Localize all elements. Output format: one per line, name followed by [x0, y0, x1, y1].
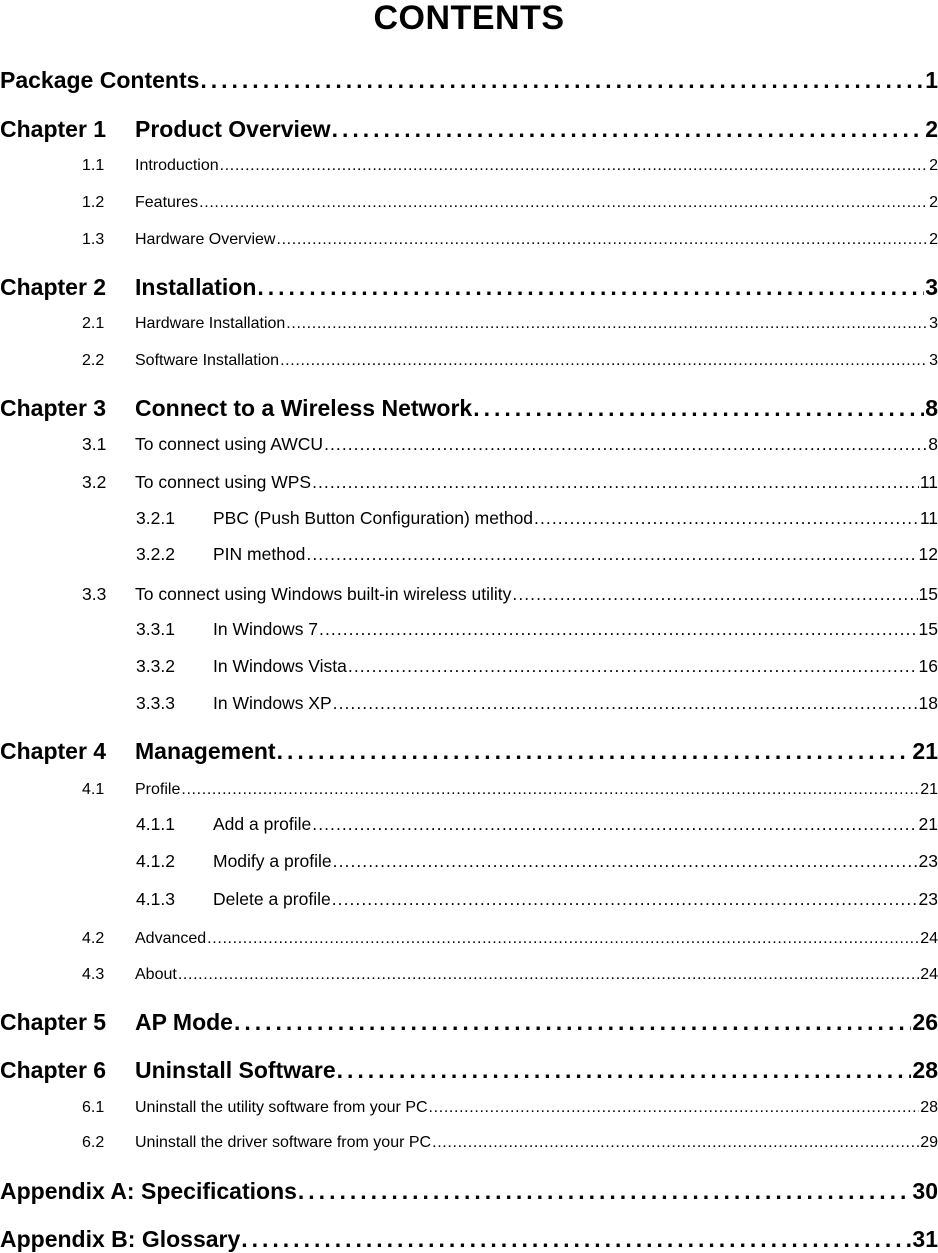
toc-chapter-entry[interactable]: [0, 1056, 938, 1084]
dot-leader: [332, 888, 918, 910]
dot-leader: [333, 850, 918, 872]
toc-entry-heading: [136, 618, 318, 640]
toc-entry-number: Chapter 3: [0, 395, 107, 421]
toc-entry-number: 3.1: [82, 434, 107, 454]
toc-entry-number: 1.3: [82, 231, 105, 248]
toc-entry-title: In Windows XP: [213, 693, 332, 713]
dot-leader: [220, 155, 928, 177]
dot-leader: [333, 692, 918, 714]
toc-subsection-entry[interactable]: [136, 543, 938, 565]
toc-page-number: 3: [929, 315, 938, 332]
toc-entry-heading: [136, 850, 332, 872]
toc-entry-title: Hardware Overview: [135, 231, 276, 248]
toc-section-entry[interactable]: [82, 192, 938, 214]
toc-entry-number: Chapter 2: [0, 274, 107, 300]
toc-page-number: 21: [912, 738, 938, 764]
toc-page-number: 28: [912, 1057, 938, 1083]
dot-leader: [257, 273, 924, 301]
toc-entry-heading: [0, 1225, 240, 1253]
toc-entry-title: Installation: [135, 274, 257, 300]
dot-leader: [429, 1097, 920, 1119]
toc-entry-number: 4.3: [82, 966, 105, 983]
toc-entry-title: Introduction: [135, 157, 219, 174]
toc-entry-heading: [82, 155, 219, 177]
dot-leader: [277, 737, 912, 765]
toc-entry-title: Appendix B: Glossary: [0, 1226, 241, 1252]
dot-leader: [306, 543, 917, 565]
toc-page-number: 2: [929, 157, 938, 174]
toc-page-number: 28: [920, 1099, 938, 1116]
toc-entry-heading: [0, 394, 472, 422]
toc-chapter-entry[interactable]: [0, 66, 938, 94]
toc-page-number: 2: [929, 231, 938, 248]
toc-entry-number: Chapter 5: [0, 1009, 107, 1035]
toc-entry-number: 3.2.2: [136, 544, 175, 564]
toc-entry-number: Chapter 4: [0, 738, 107, 764]
toc-chapter-entry[interactable]: [0, 1177, 938, 1205]
toc-section-entry[interactable]: [82, 964, 938, 986]
toc-page-number: 31: [912, 1226, 938, 1252]
dot-leader: [178, 964, 919, 986]
toc-page-number: 16: [918, 656, 938, 676]
dot-leader: [207, 928, 919, 950]
toc-entry-title: Uninstall the utility software from your PC: [135, 1099, 428, 1116]
toc-page-number: 12: [918, 544, 938, 564]
dot-leader: [512, 583, 917, 605]
toc-entry-title: Delete a profile: [213, 889, 331, 909]
toc-entry-title: Hardware Installation: [135, 315, 286, 332]
dot-leader: [286, 313, 928, 335]
toc-entry-heading: [0, 737, 276, 765]
toc-section-entry[interactable]: [82, 471, 938, 493]
toc-section-entry[interactable]: [82, 1132, 938, 1154]
toc-entry-title: In Windows Vista: [213, 656, 347, 676]
dot-leader: [298, 1177, 911, 1205]
toc-subsection-entry[interactable]: [136, 850, 938, 872]
toc-entry-number: 1.2: [82, 194, 105, 211]
toc-entry-title: Advanced: [135, 930, 207, 947]
toc-entry-heading: [82, 433, 323, 455]
toc-page-number: 30: [912, 1178, 938, 1204]
toc-page-number: 24: [920, 966, 938, 983]
toc-entry-heading: [0, 66, 199, 94]
toc-entry-heading: [136, 692, 332, 714]
toc-entry-number: 3.2.1: [136, 508, 175, 528]
toc-section-entry[interactable]: [82, 928, 938, 950]
toc-entry-title: Product Overview: [135, 116, 331, 142]
toc-entry-title: PIN method: [213, 544, 306, 564]
toc-chapter-entry[interactable]: [0, 273, 938, 301]
toc-page-number: 11: [919, 508, 938, 528]
toc-entry-title: Uninstall Software: [135, 1057, 336, 1083]
toc-entry-number: 3.2: [82, 472, 107, 492]
dot-leader: [324, 433, 927, 455]
toc-entry-heading: [82, 964, 177, 986]
toc-entry-title: PBC (Push Button Configuration) method: [213, 508, 534, 528]
toc-page-number: 8: [925, 395, 938, 421]
toc-entry-number: 3.3.3: [136, 693, 175, 713]
toc-entry-heading: [0, 1008, 233, 1036]
dot-leader: [199, 192, 928, 214]
toc-page-number: 2: [929, 194, 938, 211]
toc-entry-heading: [0, 273, 256, 301]
toc-entry-heading: [82, 313, 285, 335]
toc-entry-number: 6.2: [82, 1134, 105, 1151]
toc-entry-title: Add a profile: [213, 814, 312, 834]
toc-section-entry[interactable]: [82, 229, 938, 251]
toc-entry-title: About: [135, 966, 177, 983]
dot-leader: [312, 471, 919, 493]
toc-page-number: 26: [912, 1009, 938, 1035]
toc-page-number: 1: [925, 67, 938, 93]
toc-entry-title: To connect using WPS: [135, 472, 312, 492]
dot-leader: [432, 1132, 919, 1154]
toc-entry-heading: [82, 350, 279, 372]
toc-entry-number: 2.2: [82, 352, 105, 369]
toc-entry-title: Connect to a Wireless Network: [135, 395, 473, 421]
dot-leader: [534, 507, 919, 529]
toc-entry-title: Package Contents: [0, 67, 200, 93]
toc-entry-heading: [82, 928, 206, 950]
toc-entry-heading: [136, 543, 305, 565]
toc-subsection-entry[interactable]: [136, 813, 938, 835]
toc-page-number: 21: [920, 781, 938, 798]
toc-entry-number: 3.3: [82, 584, 107, 604]
toc-section-entry[interactable]: [82, 313, 938, 335]
dot-leader: [312, 813, 917, 835]
toc-entry-heading: [136, 888, 331, 910]
toc-entry-title: To connect using AWCU: [135, 434, 324, 454]
toc-page-number: 21: [918, 814, 938, 834]
toc-entry-number: 4.2: [82, 930, 105, 947]
toc-entry-heading: [0, 1177, 297, 1205]
toc-section-entry[interactable]: [82, 1097, 938, 1119]
toc-entry-heading: [82, 1132, 431, 1154]
dot-leader: [332, 115, 925, 143]
toc-chapter-entry[interactable]: [0, 115, 938, 143]
toc-entry-heading: [136, 655, 347, 677]
toc-page-number: 11: [919, 472, 938, 492]
toc-page-number: 15: [918, 584, 938, 604]
page-title: CONTENTS: [373, 0, 565, 37]
toc-entry-heading: [0, 115, 331, 143]
toc-page-number: 23: [918, 851, 938, 871]
toc-page-number: 23: [918, 889, 938, 909]
toc-entry-title: Profile: [135, 781, 181, 798]
dot-leader: [348, 655, 918, 677]
toc-chapter-entry[interactable]: [0, 394, 938, 422]
toc-subsection-entry[interactable]: [136, 655, 938, 677]
dot-leader: [319, 618, 917, 640]
toc-subsection-entry[interactable]: [136, 618, 938, 640]
toc-page-number: 8: [928, 434, 938, 454]
toc-section-entry[interactable]: [82, 350, 938, 372]
dot-leader: [280, 350, 928, 372]
toc-entry-number: 6.1: [82, 1099, 105, 1116]
toc-entry-heading: [136, 507, 533, 529]
toc-section-entry[interactable]: [82, 779, 938, 801]
toc-chapter-entry[interactable]: [0, 737, 938, 765]
toc-page-number: 18: [918, 693, 938, 713]
toc-entry-title: Management: [135, 738, 276, 764]
dot-leader: [181, 779, 919, 801]
toc-page-number: 3: [929, 352, 938, 369]
dot-leader: [200, 66, 924, 94]
toc-section-entry[interactable]: [82, 433, 938, 455]
toc-entry-heading: [82, 1097, 428, 1119]
toc-entry-number: 3.3.1: [136, 619, 175, 639]
toc-entry-number: 4.1: [82, 781, 105, 798]
toc-page-number: 29: [920, 1134, 938, 1151]
toc-entry-heading: [0, 1056, 336, 1084]
dot-leader: [241, 1225, 911, 1253]
toc-subsection-entry[interactable]: [136, 507, 938, 529]
toc-entry-title: Appendix A: Specifications: [0, 1178, 297, 1204]
toc-entry-heading: [82, 229, 275, 251]
toc-entry-number: 4.1.3: [136, 889, 175, 909]
toc-entry-title: To connect using Windows built-in wireless utility: [135, 584, 512, 604]
toc-entry-heading: [82, 192, 198, 214]
toc-entry-heading: [82, 471, 311, 493]
toc-chapter-entry[interactable]: [0, 1225, 938, 1253]
toc-entry-heading: [82, 583, 511, 605]
toc-entry-title: Modify a profile: [213, 851, 332, 871]
toc-entry-number: 2.1: [82, 315, 105, 332]
toc-entry-number: 4.1.1: [136, 814, 175, 834]
toc-subsection-entry[interactable]: [136, 888, 938, 910]
toc-entry-number: 4.1.2: [136, 851, 175, 871]
toc-chapter-entry[interactable]: [0, 1008, 938, 1036]
toc-entry-number: 3.3.2: [136, 656, 175, 676]
toc-entry-heading: [136, 813, 311, 835]
dot-leader: [337, 1056, 912, 1084]
toc-page-number: 24: [920, 930, 938, 947]
toc-section-entry[interactable]: [82, 583, 938, 605]
toc-entry-number: 1.1: [82, 157, 105, 174]
dot-leader: [234, 1008, 911, 1036]
toc-entry-title: AP Mode: [135, 1009, 233, 1035]
toc-entry-number: Chapter 6: [0, 1057, 107, 1083]
toc-page-number: 15: [918, 619, 938, 639]
toc-page-number: 2: [925, 116, 938, 142]
toc-entry-number: Chapter 1: [0, 116, 107, 142]
toc-entry-title: In Windows 7: [213, 619, 319, 639]
toc-page-number: 3: [925, 274, 938, 300]
toc-entry-title: Uninstall the driver software from your PC: [135, 1134, 432, 1151]
dot-leader: [473, 394, 924, 422]
dot-leader: [276, 229, 928, 251]
toc-entry-title: Features: [135, 194, 199, 211]
toc-section-entry[interactable]: [82, 155, 938, 177]
toc-subsection-entry[interactable]: [136, 692, 938, 714]
toc-entry-title: Software Installation: [135, 352, 280, 369]
toc-entry-heading: [82, 779, 180, 801]
